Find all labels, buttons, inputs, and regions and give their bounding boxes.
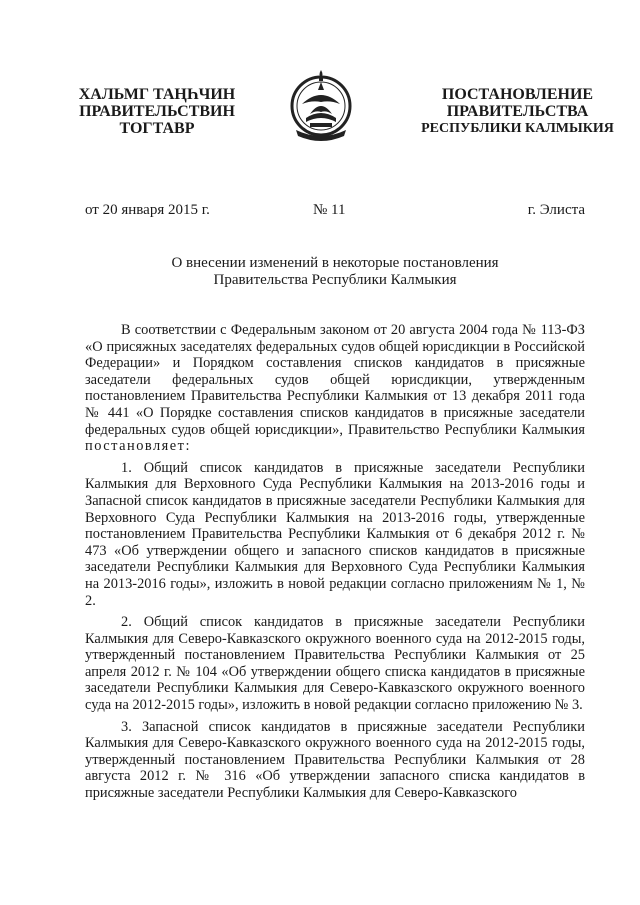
document-body (85, 322, 585, 807)
document-title-line-1: О внесении изменений в некоторые постановления (171, 255, 499, 271)
header-russian-line-1: ПОСТАНОВЛЕНИЕ (441, 86, 594, 103)
list-item-3: 3. Запасной список кандидатов в присяжные заседатели Республики Калмыкия для Северо-Кавказского окружного военного суда на 2012-2015 годы, утвержденный постановлением Правительства Республики Калмыкия от 28 августа 2012 г. № 316 «Об утверждении запасного списка кандидатов в присяжные заседатели Республики Калмыкия для Северо-Кавказского (85, 718, 585, 802)
dateline (85, 202, 585, 220)
document-date: от 20 января 2015 г. (85, 202, 210, 218)
header-kalmyk-line-2: ПРАВИТЕЛЬСТВИН (79, 103, 235, 120)
document-title-line-2: Правительства Республики Калмыкия (213, 272, 457, 288)
document-number: № 11 (313, 202, 346, 218)
intro-paragraph (85, 322, 585, 455)
header-russian-line-3: РЕСПУБЛИКИ КАЛМЫКИЯ (421, 121, 614, 136)
intro-verb: постановляет: (85, 438, 191, 455)
header-kalmyk-line-3: ТОГТАВР (119, 120, 195, 137)
document-city: г. Элиста (527, 202, 585, 218)
coat-of-arms-icon (288, 68, 354, 148)
list-item-2: 2. Общий список кандидатов в присяжные заседатели Республики Калмыкия для Северо-Кавказского окружного военного суда на 2012-2015 годы, утвержденный постановлением Правительства Республики Калмыкия от 25 апреля 2012 г. № 104 «Об утверждении общего списка кандидатов в присяжные заседатели Республики Калмыкия для Северо-Кавказского окружного военного суда на 2012-2015 годы», изложить в новой редакции согласно приложению № 3. (85, 614, 585, 714)
header-kalmyk-line-1: ХАЛЬМГ ТАҢҺЧИН (78, 86, 236, 103)
header-russian-line-2: ПРАВИТЕЛЬСТВА (446, 103, 589, 120)
intro-text: В соответствии с Федеральным законом от 20 августа 2004 года № 113-ФЗ «О присяжных заседателях федеральных судов общей юрисдикции в Российской Федерации» и Порядком составления списков кандидатов в присяжные заседатели федеральных судов общей юрисдикции, утвержденным постановлением Правительства Республики Калмыкия от 13 декабря 2011 года № 441 «О Порядке составления списков кандидатов в присяжные заседатели федеральных судов общей юрисдикции», Правительство Республики Калмыкия (85, 322, 585, 438)
header-russian (410, 86, 625, 137)
header-kalmyk (52, 86, 262, 137)
document-title (100, 255, 570, 289)
list-item-1: 1. Общий список кандидатов в присяжные заседатели Республики Калмыкия для Верховного Суда Республики Калмыкия на 2013-2016 годы и Запасной список кандидатов в присяжные заседатели Республики Калмыкия для Верховного Суда Республики Калмыкия на 2013-2016 годы, утвержденные постановлением Правительства Республики Калмыкия от 6 декабря 2012 г. № 473 «Об утверждении общего и запасного списков кандидатов в присяжные заседатели Республики Калмыкия для Верховного Суда Республики Калмыкия на 2013-2016 годы», изложить в новой редакции согласно приложениям № 1, № 2. (85, 459, 585, 609)
